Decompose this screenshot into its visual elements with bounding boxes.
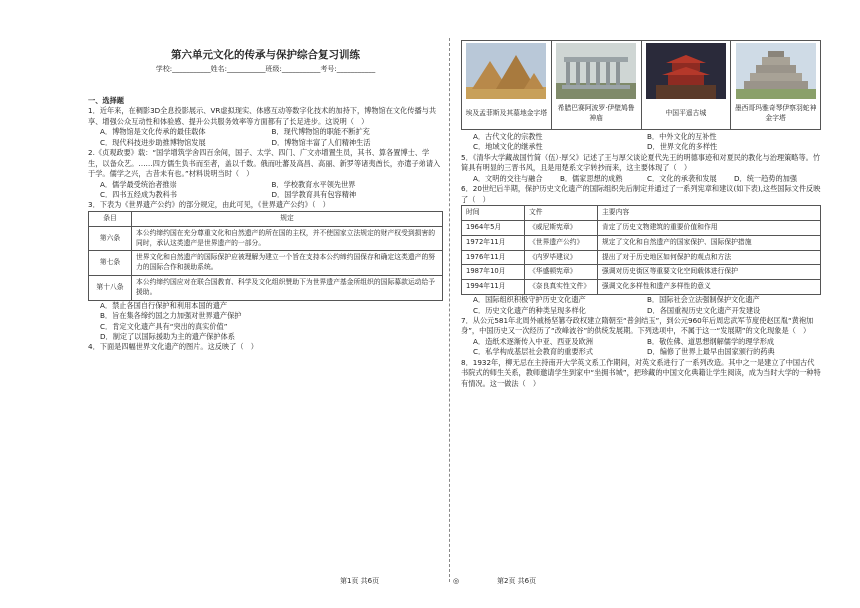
- left-column: [88, 96, 443, 353]
- option-a[interactable]: A．造纸术逐渐传入中亚、西亚及欧洲: [473, 336, 593, 346]
- option-c[interactable]: C．四书五经成为教科书: [100, 189, 177, 199]
- question-2-stem: 2.《贞观政要》载：“国学增筑学舍四百余间，国子、太学、四门、广文亦增置生员，其书、算各置博士、学生，以备众艺。……四方儒生负书而至者，盖以千数。俄而吐蕃及高昌、高丽、新罗等诸夷酋长，亦遣子弟请入于学。儒学之兴，古昔未有也。”材料说明当时（ ）: [88, 148, 441, 179]
- table-cell: 第七条: [89, 251, 132, 276]
- question-4-options: [461, 132, 821, 153]
- option-a[interactable]: A．博物馆是文化传承的最佳载体: [100, 127, 206, 137]
- option-d[interactable]: D．国学教育具有包容精神: [271, 189, 357, 199]
- table-cell: 肯定了历史文物建筑的重要价值和作用: [598, 220, 821, 235]
- option-a[interactable]: A．古代文化的宗教性: [473, 132, 543, 141]
- question-5-options: [461, 174, 821, 184]
- option-a[interactable]: A．文明的交往与融合: [473, 173, 543, 183]
- table-cell: 1987年10月: [462, 265, 525, 280]
- table-cell: 《威尼斯宪章》: [525, 220, 598, 235]
- option-d[interactable]: D．各国重视历史文化遗产开发建设: [647, 305, 761, 315]
- option-c[interactable]: C．私学构成基层社会教育的重要形式: [473, 347, 594, 357]
- table-row: [89, 276, 443, 301]
- question-1-options: [88, 127, 443, 148]
- pagoda-image: [646, 43, 726, 99]
- table-cell: 1972年11月: [462, 235, 525, 250]
- table-header-row: [462, 206, 821, 221]
- table-row: [89, 251, 443, 276]
- doc-title: 第六单元文化的传承与保护综合复习训练: [171, 49, 360, 61]
- table-row: [462, 265, 821, 280]
- table-cell: 本公约缔约国在充分尊重文化和自然遗产的所在国的主权，并不使国家立法规定的财产权受到损害的同时，承认这类遗产是世界遗产的一部分。: [132, 226, 443, 251]
- question-7-stem: 7．从公元581年北周外戚杨坚篡夺政权建立隋朝至“普剑结玉”，到公元960年后周忠武军节度使赵匡胤“黄袍加身”，中国历史又一次经历了“改峰波谷”的供统发展期。下列选项中，不属于这一“发展期”的文化现象是（ ）: [461, 316, 814, 336]
- option-b[interactable]: B．中外文化的互补性: [647, 132, 717, 141]
- table-cell: 1994年11月: [462, 280, 525, 295]
- table-cell: 《华盛顿宪章》: [525, 265, 598, 280]
- option-d[interactable]: D．编修了世界上最早由国家颁行的药典: [647, 347, 775, 357]
- option-c[interactable]: C．肯定文化遗产具有“突出的真实价值”: [100, 321, 228, 331]
- table-header-cell: 规定: [132, 211, 443, 226]
- pyramids-image: [466, 43, 546, 99]
- table-cell: 1964年5月: [462, 220, 525, 235]
- question-1-stem: 1．近年来，在稠影3D全息投影展示、VR虚拟现实、体感互动等数字化技术的加持下，博物馆在文化传播与共享、增强公众互动性和体验感、提升公共服务效率等方面都有了长足进步。这说明（ ）: [88, 106, 437, 126]
- question-6-options: [461, 295, 821, 316]
- page-number-right: 第2页 共6页: [497, 577, 537, 585]
- question-5-stem: 5．《清华大学藏战国竹简（伍）·厚父》记述了王与厚父谈论夏代先王的明德事迹和对夏民的教化与治理策略等。竹简具有明显的三晋书风，且是用楚系文字转抄而来，这主要体现了（ ）: [461, 152, 821, 173]
- table-header-cell: 文件: [525, 206, 598, 221]
- table-cell: 规定了文化和自然遗产的国家保护、国际保护措施: [598, 235, 821, 250]
- table-cell: 强调文化多样性和遗产多样性的意义: [598, 280, 821, 295]
- option-a[interactable]: A．儒学最受统治者推崇: [100, 179, 177, 189]
- heritage-card-chichen-itza: [730, 40, 821, 130]
- temple-image: [556, 43, 636, 99]
- table-cell: 强调对历史街区等重要文化空间载体进行保护: [598, 265, 821, 280]
- heritage-card-temple: [551, 40, 641, 130]
- table-header-cell: 主要内容: [598, 206, 821, 221]
- table-cell: 《奈良真实性文件》: [525, 280, 598, 295]
- option-a[interactable]: A．禁止各国自行保护和利用本国的遗产: [100, 300, 228, 310]
- table-header-cell: 条目: [89, 211, 132, 226]
- question-3-options: [88, 301, 443, 343]
- option-b[interactable]: B．现代博物馆的职能不断扩充: [271, 127, 370, 137]
- table-cell: 《内罗毕建议》: [525, 250, 598, 265]
- page-divider: [449, 38, 450, 582]
- table-cell: 世界文化和自然遗产的国际保护应被理解为建立一个旨在支持本公约缔约国保存和确定这类遗产的努力的国际合作和援助系统。: [132, 251, 443, 276]
- question-2-options: [88, 180, 443, 201]
- table-row: [462, 250, 821, 265]
- caption: 埃及孟菲斯及其墓地金字塔: [465, 109, 548, 118]
- caption: 中国平遥古城: [665, 109, 707, 118]
- option-b[interactable]: B．旨在集各缔约国之力加强对世界遗产保护: [100, 311, 242, 321]
- option-c[interactable]: C．现代科技进步助推博物馆发展: [100, 137, 206, 147]
- table-row: [462, 280, 821, 295]
- table-row: [462, 235, 821, 250]
- section-heading: 一、选择题: [88, 96, 124, 105]
- table-cell: 提出了对于历史地区如何保护的观点和方法: [598, 250, 821, 265]
- heritage-card-pingyao: [641, 40, 731, 130]
- option-c[interactable]: C．历史文化遗产的种类呈现多样化: [473, 305, 586, 315]
- caption: 墨西哥玛雅奇琴伊察羽蛇神金字塔: [734, 104, 817, 122]
- table-cell: 《世界遗产公约》: [525, 235, 598, 250]
- table-cell: 第十八条: [89, 276, 132, 301]
- option-d[interactable]: D．世界文化的多样性: [647, 142, 718, 152]
- option-b[interactable]: B．国际社会立法强制保护文化遗产: [647, 295, 760, 305]
- question-7-options: [461, 337, 821, 358]
- option-b[interactable]: B．学校教育水平领先世界: [271, 179, 356, 189]
- question-3-stem: 3．下表为《世界遗产公约》的部分规定，由此可见，《世界遗产公约》（ ）: [88, 200, 330, 210]
- table-header-row: [89, 211, 443, 226]
- option-b[interactable]: B．敬佐佛、道思想纲解儒学的理学形成: [647, 336, 775, 346]
- option-a[interactable]: A．国际组织积极守护历史文化遗产: [473, 295, 586, 305]
- option-b[interactable]: B．儒家思想的成熟: [560, 173, 623, 183]
- table-header-cell: 时间: [462, 206, 525, 221]
- mayan-pyramid-image: [736, 43, 816, 99]
- option-d[interactable]: D．统一趋势的加强: [734, 173, 798, 183]
- question-6-stem: 6．20世纪后半期，保护历史文化遗产的国际组织先后制定并通过了一系列宪章和建议(如下表),这些国际文件反映了（ ）: [461, 184, 821, 204]
- caption: 希腊巴赛阿波罗·伊壁鸠鲁神庙: [557, 104, 635, 122]
- heritage-image-row: [461, 40, 821, 130]
- heritage-card-pyramids: [461, 40, 551, 130]
- option-c[interactable]: C．文化的承袭和发展: [647, 173, 717, 183]
- table-row: [89, 226, 443, 251]
- option-d[interactable]: D．博物馆丰富了人们精神生活: [271, 137, 371, 147]
- question-8-stem: 8．1932年，柳无忌在主持南开大学英文系工作期间，对英文系进行了一系列改造。其中之一是建立了中国古代书院式的师生关系，教师邀请学生到家中“坐拥书城”，把珍藏的中国文化典籍让学生阅读，成为当时大学的一种特有情况。这一做法（ ）: [461, 357, 821, 388]
- page-number-left: 第1页 共6页: [340, 577, 380, 585]
- question-4-stem: 4．下面是四幅世界文化遗产的图片。这反映了（ ）: [88, 342, 258, 352]
- option-c[interactable]: C．地域文化的继承性: [473, 142, 543, 152]
- table-cell: 本公约缔约国应对在联合国教育、科学及文化组织赞助下为世界遗产基金所组织的国际募款运动给予援助。: [132, 276, 443, 301]
- footer-mark: ◎: [453, 577, 460, 585]
- table-row: [462, 220, 821, 235]
- question-6-table: [461, 205, 821, 295]
- right-column: [461, 40, 821, 389]
- table-cell: 1976年11月: [462, 250, 525, 265]
- option-d[interactable]: D．制定了以国际援助为主的遗产保护体系: [100, 332, 235, 342]
- question-3-table: [88, 211, 443, 301]
- student-info-line: 学校:___________姓名:___________班级:___________考号:___________: [155, 65, 376, 73]
- table-cell: 第六条: [89, 226, 132, 251]
